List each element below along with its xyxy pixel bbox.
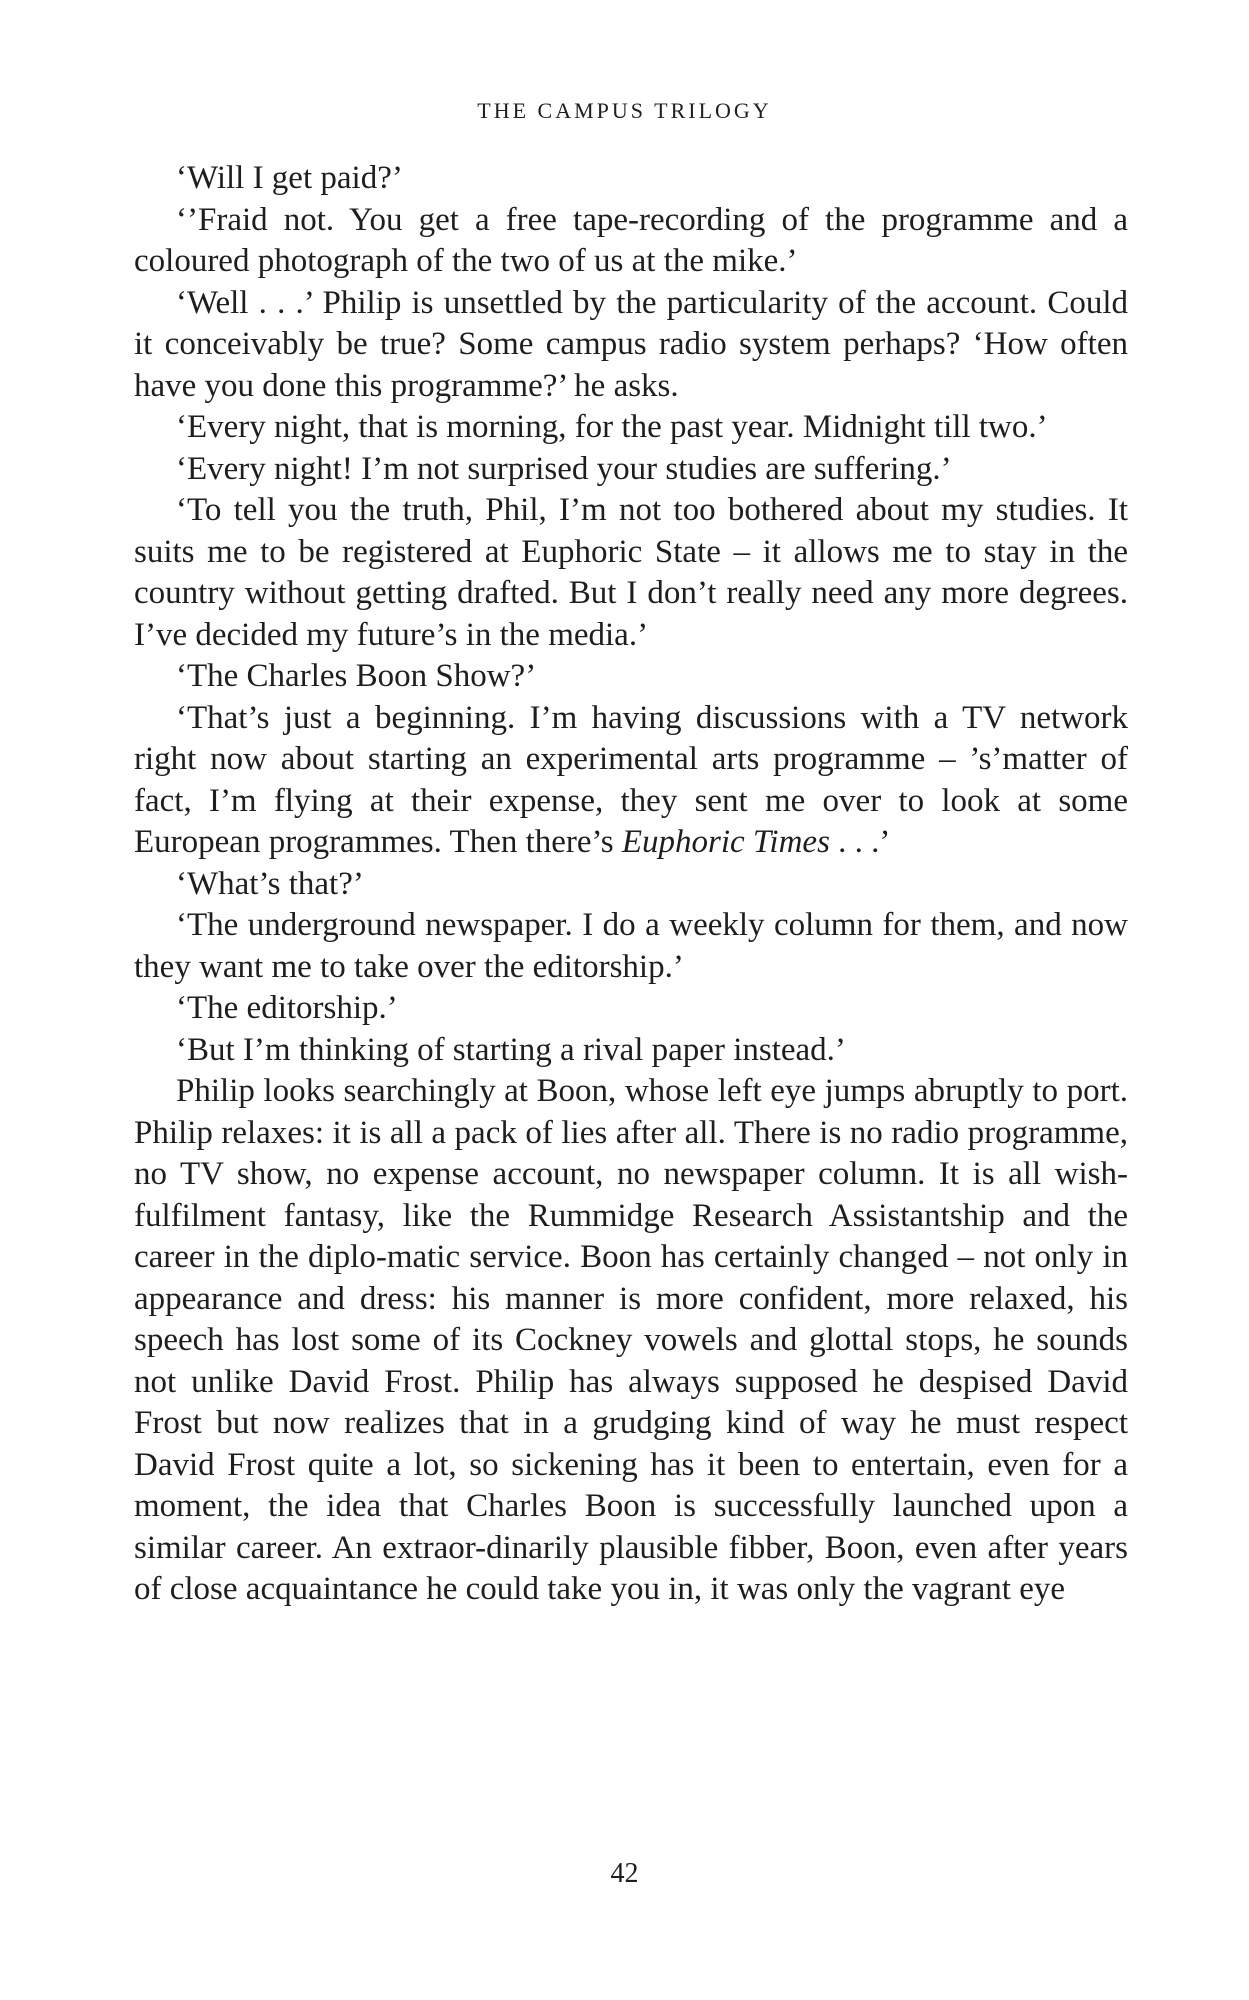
paragraph-segment: . . .’ (829, 824, 891, 860)
italic-title: Euphoric Times (621, 824, 830, 860)
paragraph: ‘Every night, that is morning, for the past year. Midnight till two.’ (176, 409, 1048, 445)
paragraph: ‘The Charles Boon Show?’ (176, 658, 537, 694)
page-number: 42 (610, 1858, 639, 1889)
paragraph: ‘’Fraid not. You get a free tape-recording of the programme and a coloured photograph of the two of us at the mike.’ (134, 201, 1128, 279)
paragraph: ‘Well . . .’ Philip is unsettled by the particularity of the account. Could it conceivably be true? Some campus radio system perhaps? ‘How often have you done this programme?’ he asks. (134, 284, 1128, 404)
paragraph-euphoric-times (134, 698, 1128, 864)
paragraph: ‘To tell you the truth, Phil, I’m not too bothered about my studies. It suits me to be registered at Euphoric State – it allows me to stay in the country without getting drafted. But I don’t really need any more degrees. I’ve decided my future’s in the media.’ (134, 492, 1128, 653)
paragraph: ‘What’s that?’ (176, 865, 364, 902)
paragraph: ‘But I’m thinking of starting a rival paper instead.’ (176, 1031, 846, 1068)
paragraph: ‘The editorship.’ (176, 990, 398, 1026)
running-head: THE CAMPUS TRILOGY (477, 98, 772, 123)
paragraph: ‘Will I get paid?’ (176, 160, 403, 196)
paragraph: ‘Every night! I’m not surprised your studies are suffering.’ (176, 450, 952, 487)
paragraph: ‘The underground newspaper. I do a weekly column for them, and now they want me to take over the editorship.’ (134, 907, 1128, 985)
paragraph-segment: ‘That’s just a beginning. I’m having discussions with a TV network right now about starting an experimental arts programme – ’s’matter of fact, I’m flying at their expense, they sent me over to look at some European programmes. Then there’s (134, 699, 1128, 860)
paragraph: Philip looks searchingly at Boon, whose left eye jumps abruptly to port. Philip relaxes: it is all a pack of lies after all. There is no radio programme, no TV show, no expense account, no newspaper column. It is all wish-fulfilment fantasy, like the Rummidge Research Assistantship and the career in the diplo-matic service. Boon has certainly changed – not only in appearance and dress: his manner is more confident, more relaxed, his speech has lost some of its Cockney vowels and glottal stops, he sounds not unlike David Frost. Philip has always supposed he despised David Frost but now realizes that in a grudging kind of way he must respect David Frost quite a lot, so sickening has it been to entertain, even for a moment, the idea that Charles Boon is successfully launched upon a similar career. An extraor-dinarily plausible fibber, Boon, even after years of close acquaintance he could take you in, it was only the vagrant eye (134, 1073, 1128, 1607)
body-text (134, 158, 1128, 1611)
